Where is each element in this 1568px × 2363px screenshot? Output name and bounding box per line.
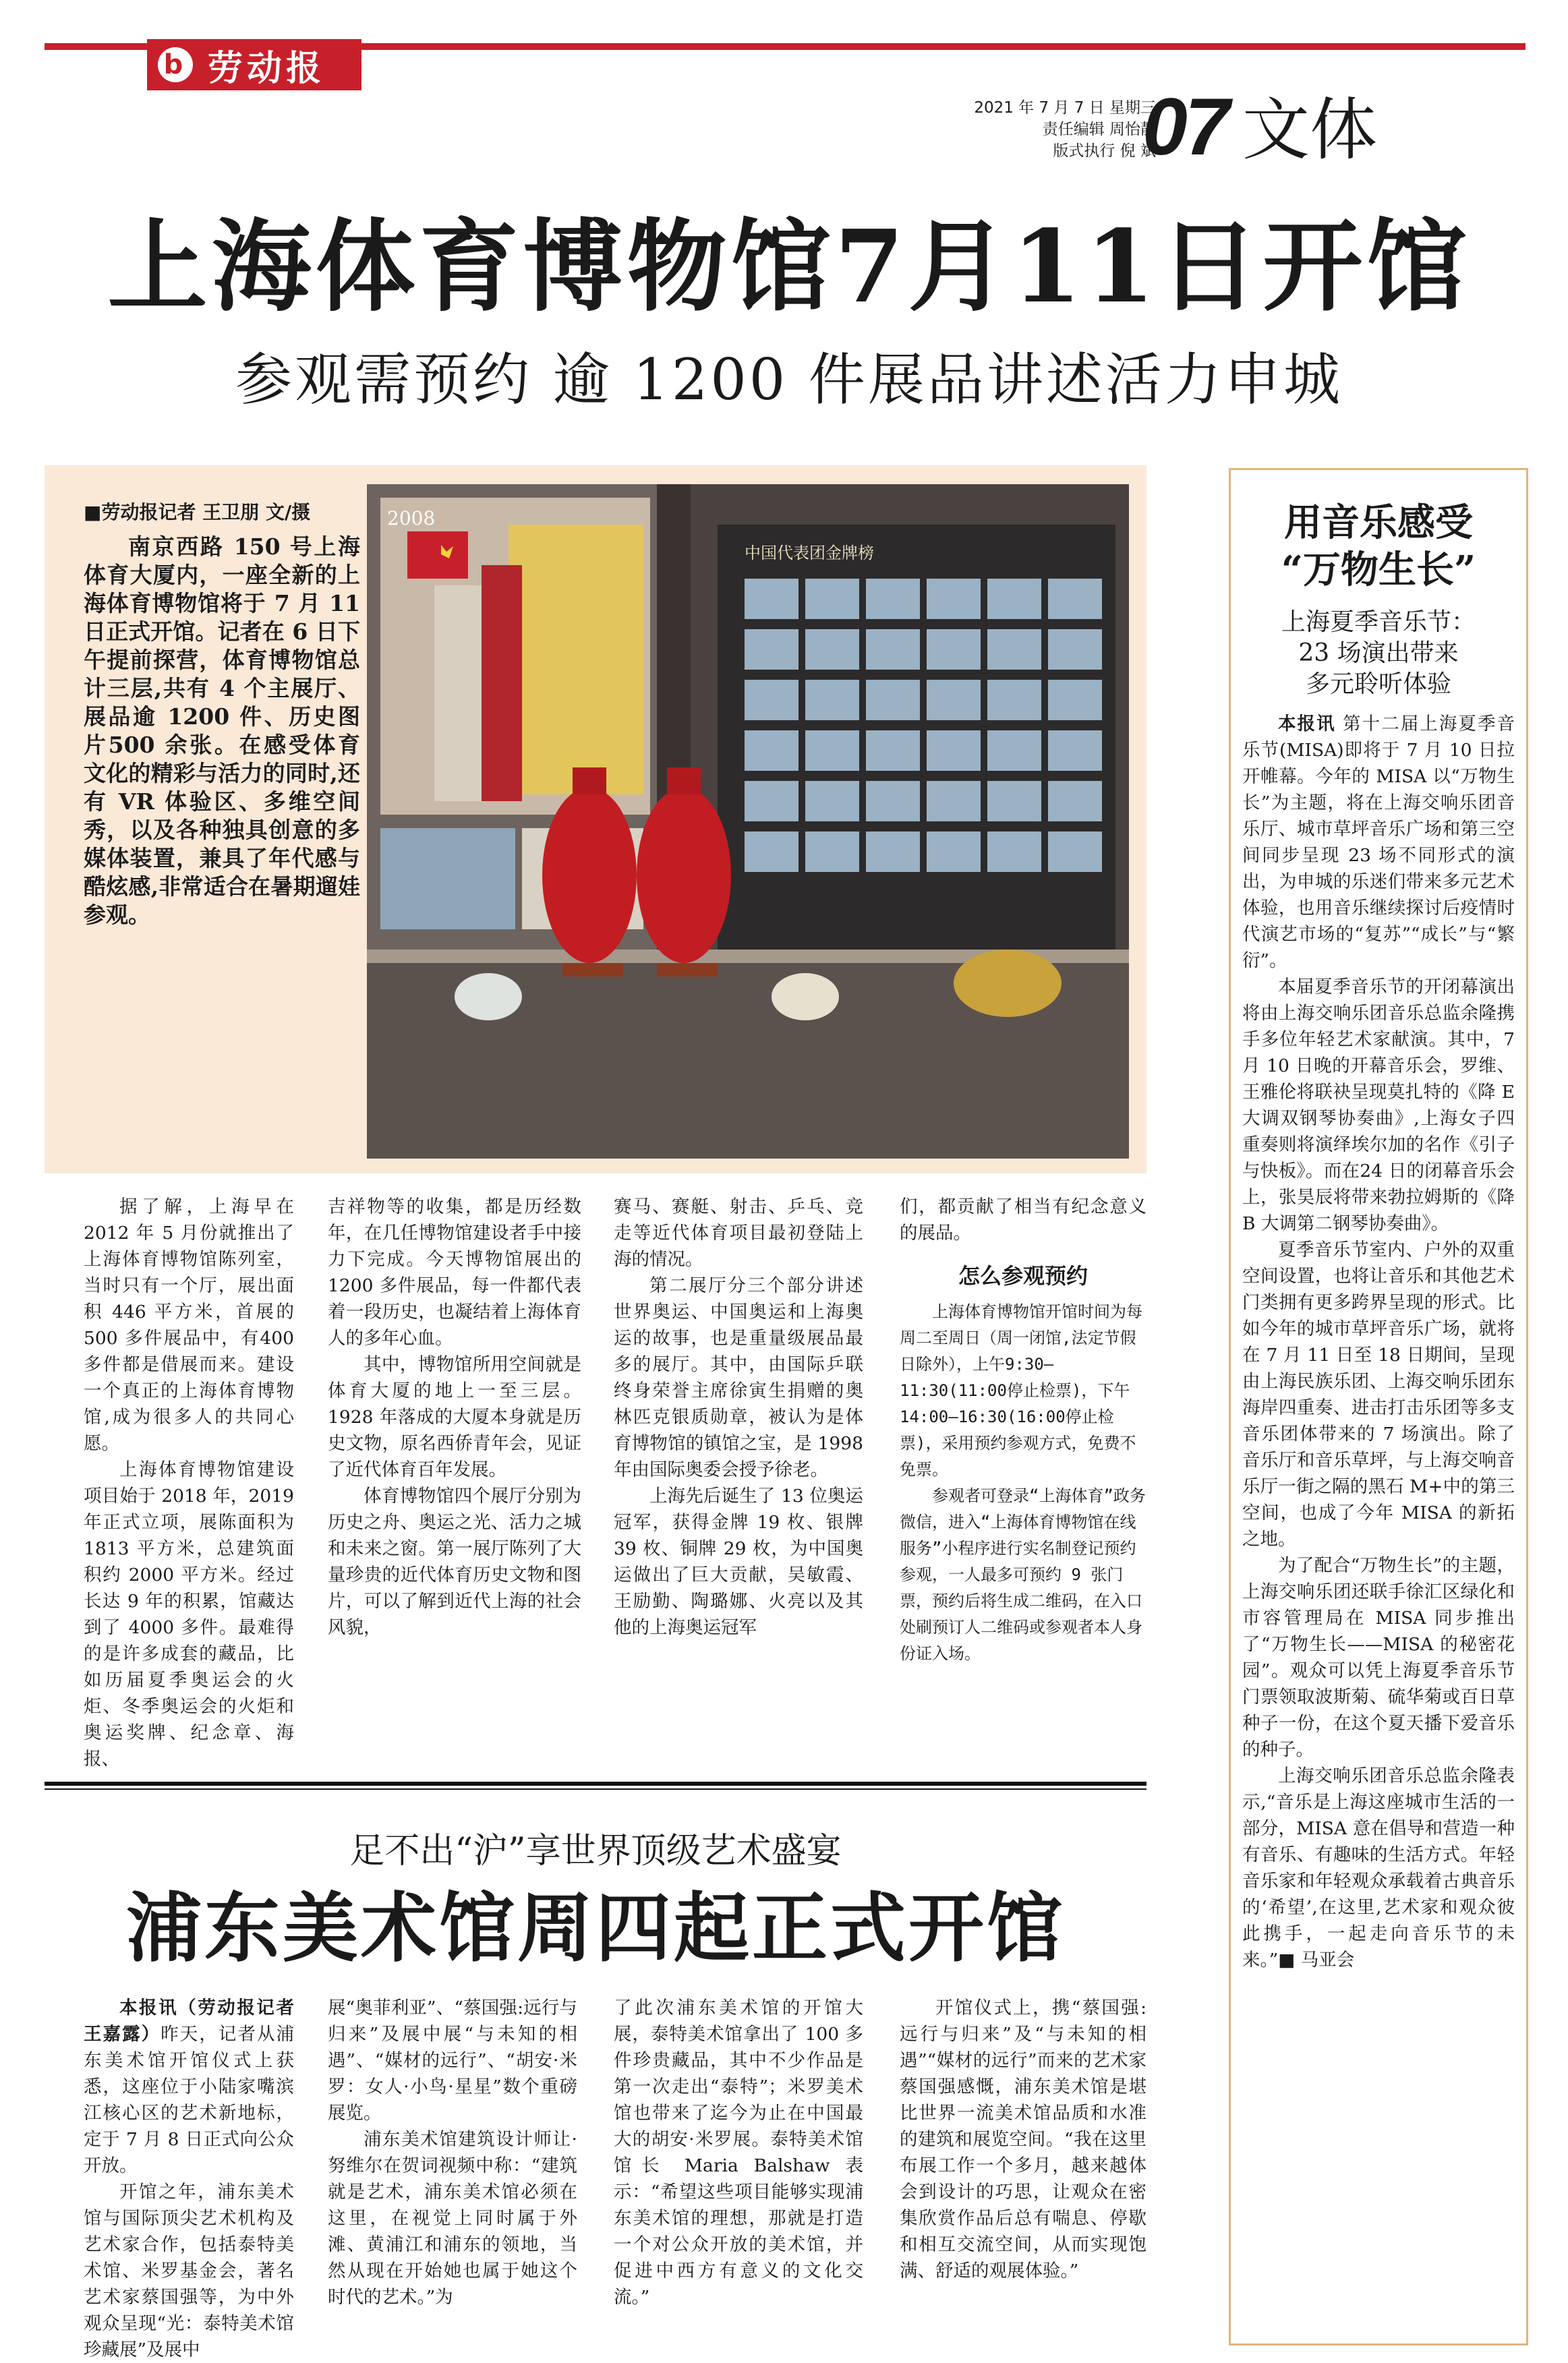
sidebar-title-line: 用音乐感受 <box>1284 500 1473 545</box>
logo-text: 劳动报 <box>208 47 326 89</box>
second-column-4 <box>900 1995 1146 2284</box>
paragraph: 们，都贡献了相当有纪念意义的展品。 <box>900 1196 1146 1244</box>
paragraph: 其中，博物馆所用空间就是体育大厦的地上一至三层。1928 年落成的大厦本身就是历史文物，原名西侨青年会，见证了近代体育百年发展。 <box>328 1354 581 1480</box>
paragraph <box>84 1995 294 2179</box>
howto-text <box>900 1299 1146 1667</box>
main-column-3 <box>614 1194 863 1641</box>
paragraph: 夏季音乐节室内、户外的双重空间设置，也将让音乐和其他艺术门类拥有更多跨界呈现的形式。比如今年的城市草坪音乐广场，就将在 7 月 11 日至 18 日期间，呈现由上海民族乐团、上海交响乐团东海岸四重奏、进击打击乐团等多支音乐团体带来的 7 场演出。除了音乐厅和音乐草坪，与上海交响音乐厅一街之隔的黑石 M+中的第三空间，也成了今年 MISA 的新拓之地。 <box>1242 1239 1515 1550</box>
second-headline: 浦东美术馆周四起正式开馆 <box>126 1884 1065 1973</box>
main-subhead: 参观需预约 逾 1200 件展品讲述活力申城 <box>235 347 1343 413</box>
paragraph: 了此次浦东美术馆的开馆大展，泰特美术馆拿出了 100 多件珍贵藏品，其中不少作品是第一次走出“泰特”；米罗美术馆也带来了迄今为止在中国最大的胡安·米罗展。泰特美术馆馆长 Maria Balshaw 表示：“希望这些项目能够实现浦东美术馆的理想，那就是打造一个对公众开放的美术馆，并促进中西方有意义的文化交流。” <box>614 1997 863 2308</box>
paragraph: 上海体育博物馆开馆时间为每周二至周日（周一闭馆,法定节假日除外），上午9:30—11:30(11:00停止检票)，下午14:00—16:30(16:00停止检票)，采用预约参观方式，免费不免票。 <box>900 1302 1142 1479</box>
sidebar-subtitle-line: 上海夏季音乐节： <box>1281 608 1476 636</box>
second-column-2 <box>328 1995 577 2310</box>
sidebar-title-line: “万物生长” <box>1281 548 1476 592</box>
paragraph: 上海体育博物馆建设项目始于 2018 年，2019 年正式立项，展陈面积为 1813 平方米，总建筑面积约 2000 平方米。经过长达 9 年的积累，馆藏达到了 4000 多件。最难得的是许多成套的藏品，比如历届夏季奥运会的火炬、冬季奥运会的火炬和奥运奖牌、纪念章、海报、 <box>84 1459 294 1770</box>
lead-text: 第十二届上海夏季音乐节(MISA)即将于 7 月 10 日拉开帷幕。今年的 MISA 以“万物生长”为主题，将在上海交响乐团音乐厅、城市草坪音乐广场和第三空间同步呈现 23 场不同形式的演出，为申城的乐迷们带来多元艺术体验，也用音乐继续探讨后疫情时代演艺市场的“复苏”“成长”与“繁衍”。 <box>1242 713 1515 971</box>
paragraph: 展“奥菲利亚”、“蔡国强:远行与归来”及展中展“与未知的相遇”、“媒材的远行”、“胡安·米罗：女人·小鸟·星星”数个重磅展览。 <box>328 1997 577 2124</box>
main-column-4 <box>900 1194 1146 1667</box>
paragraph <box>1242 711 1515 974</box>
page-number: 07 <box>1142 82 1227 172</box>
lead-text: 昨天，记者从浦东美术馆开馆仪式上获悉，这座位于小陆家嘴滨江核心区的艺术新地标，定于 7 月 8 日正式向公众开放。 <box>84 2024 295 2176</box>
paragraph: 体育博物馆四个展厅分别为历史之舟、奥运之光、活力之城和未来之窗。第一展厅陈列了大量珍贵的近代体育历史文物和图片，可以了解到近代上海的社会风貌， <box>328 1486 581 1638</box>
main-column-2 <box>328 1194 581 1641</box>
section-divider <box>45 1782 1146 1786</box>
paragraph: 开馆之年，浦东美术馆与国际顶尖艺术机构及艺术家合作，包括泰特美术馆、米罗基金会，著名艺术家蔡国强等，为中外观众呈现“光：泰特美术馆珍藏展”及展中 <box>84 2182 294 2360</box>
dateline <box>960 97 1156 162</box>
section-divider-thin <box>45 1788 1146 1790</box>
paragraph: 本届夏季音乐节的开闭幕演出将由上海交响乐团音乐总监余隆携手多位年轻艺术家献演。其中，7 月 10 日晚的开幕音乐会，罗维、王雅伦将联袂呈现莫扎特的《降 E 大调双钢琴协奏曲》,上海女子四重奏则将演绎埃尔加的名作《引子与快板》。而在24 日的闭幕音乐会上，张昊辰将带来勃拉姆斯的《降 B 大调第二钢琴协奏曲》。 <box>1242 976 1515 1234</box>
photo-banner-year: 2008 <box>387 507 436 529</box>
paragraph: 赛马、赛艇、射击、乒乓、竞走等近代体育项目最初登陆上海的情况。 <box>614 1196 863 1270</box>
newspaper-logo <box>147 39 361 90</box>
museum-photo <box>367 484 1129 1159</box>
second-column-3 <box>614 1995 863 2310</box>
page-title: 上海体育博物馆7月11日开馆 <box>107 208 1471 325</box>
second-column-1 <box>84 1995 294 2363</box>
sidebar-subtitle <box>1229 607 1528 700</box>
second-kicker: 足不出“沪”享世界顶级艺术盛宴 <box>349 1831 842 1871</box>
sidebar-subtitle-line: 23 场演出带来 <box>1298 639 1459 667</box>
photo-board-title: 中国代表团金牌榜 <box>745 544 874 562</box>
sidebar-title <box>1229 499 1528 593</box>
lead-paragraph: 南京西路 150 号上海体育大厦内，一座全新的上海体育博物馆将于 7 月 11 日正式开馆。记者在 6 日下午提前探营，体育博物馆总计三层,共有 4 个主展厅、展品逾 1200 件、历史图片500 余张。在感受体育文化的精彩与活力的同时,还有 VR 体验区、多维空间秀，以及各种独具创意的多媒体装置，兼具了年代感与酷炫感,非常适合在暑期遛娃参观。 <box>84 533 360 928</box>
editor-credit: 责任编辑 周怡静 <box>1042 121 1156 138</box>
paragraph: 为了配合“万物生长”的主题，上海交响乐团还联手徐汇区绿化和市容管理局在 MISA 同步推出了“万物生长——MISA 的秘密花园”。观众可以凭上海夏季音乐节门票领取波斯菊、硫华菊或百日草种子一份，在这个夏天播下爱音乐的种子。 <box>1242 1555 1515 1760</box>
paragraph: 参观者可登录“上海体育”政务微信，进入“上海体育博物馆在线服务”小程序进行实名制登记预约参观，一人最多可预约 9 张门票，预约后将生成二维码，在入口处刷预订人二维码或参观者本人身份证入场。 <box>900 1486 1146 1663</box>
issue-date: 2021 年 7 月 7 日 星期三 <box>974 99 1156 117</box>
paragraph: 开馆仪式上，携“蔡国强:远行与归来”及“与未知的相遇”“媒材的远行”而来的艺术家蔡国强感慨，浦东美术馆是堪比世界一流美术馆品质和水准的建筑和展览空间。“我在这里布展工作一个多月，越来越体会到设计的巧思，让观众在密集欣赏作品后总有喘息、停歇和相互交流空间，从而实现饱满、舒适的观展体验。” <box>900 1997 1146 2281</box>
howto-heading: 怎么参观预约 <box>958 1263 1088 1289</box>
lead-label: 本报讯（劳动报记者 王嘉露） <box>84 1997 294 2045</box>
layout-credit: 版式执行 倪 斌 <box>1053 142 1156 160</box>
logo-mark-icon: b <box>158 47 193 82</box>
paragraph: 上海交响乐团音乐总监余隆表示,“音乐是上海这座城市生活的一部分，MISA 意在倡导和营造一种有音乐、有趣味的生活方式。年轻音乐家和年轻观众承载着古典音乐的‘希望’,在这里,艺术家和观众彼此携手，一起走向音乐节的未来。”■ 马亚会 <box>1242 1766 1515 1971</box>
paragraph: 吉祥物等的收集，都是历经数年，在几任博物馆建设者手中接力下完成。今天博物馆展出的 1200 多件展品，每一件都代表着一段历史，也凝结着上海体育人的多年心血。 <box>328 1196 581 1349</box>
lead-label: 本报讯 <box>1278 713 1336 734</box>
section-name: 文体 <box>1242 90 1377 169</box>
main-column-1 <box>84 1194 294 1772</box>
paragraph: 浦东美术馆建筑设计师让·努维尔在贺词视频中称：“建筑就是艺术，浦东美术馆必须在这里，在视觉上同时属于外滩、黄浦江和浦东的领地，当然从现在开始她也属于她这个时代的艺术。”为 <box>328 2129 577 2308</box>
paragraph: 上海先后诞生了 13 位奥运冠军，获得金牌 19 枚、银牌 39 枚、铜牌 29 枚，为中国奥运做出了巨大贡献，吴敏霞、王励勤、陶璐娜、火亮以及其他的上海奥运冠军 <box>614 1486 863 1638</box>
paragraph: 第二展厅分三个部分讲述世界奥运、中国奥运和上海奥运的故事，也是重量级展品最多的展厅。其中，由国际乒联终身荣誉主席徐寅生捐赠的奥林匹克银质勋章，被认为是体育博物馆的镇馆之宝，是 1998 年由国际奥委会授予徐老。 <box>614 1275 863 1480</box>
sidebar-body <box>1242 711 1515 1973</box>
sidebar-subtitle-line: 多元聆听体验 <box>1305 670 1451 698</box>
paragraph: 据了解，上海早在 2012 年 5 月份就推出了上海体育博物馆陈列室，当时只有一个厅，展出面积 446 平方米，首展的 500 多件展品中，有400 多件都是借展而来。建设一个真正的上海体育博物馆,成为很多人的共同心愿。 <box>84 1196 294 1454</box>
byline: ■劳动报记者 王卫朋 文/摄 <box>84 501 311 523</box>
